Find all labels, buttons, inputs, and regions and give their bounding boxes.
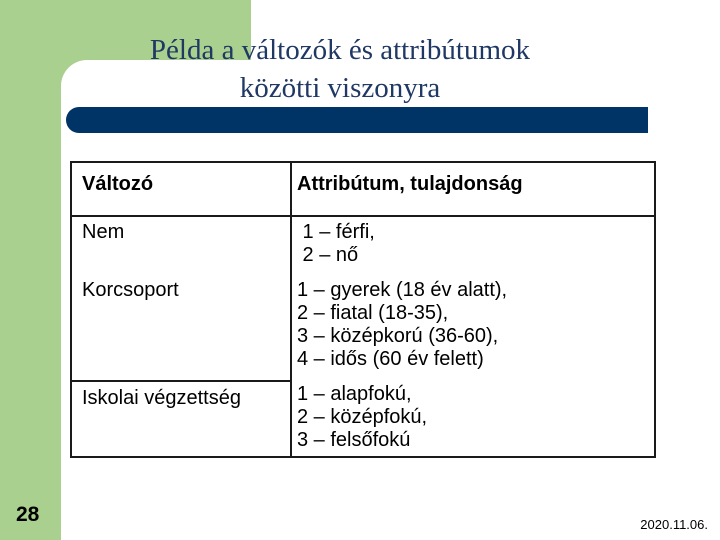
value-line: 2 – nő xyxy=(297,244,359,266)
value-line: 1 – gyerek (18 év alatt), xyxy=(297,279,508,301)
row-variable-korcsoport: Korcsoport xyxy=(82,279,179,301)
title-line-1: Példa a változók és attribútumok xyxy=(149,34,531,66)
value-line: 3 – felsőfokú xyxy=(297,429,411,451)
slide-title xyxy=(100,31,580,107)
slide-date: 2020.11.06. xyxy=(640,517,708,532)
value-line: 4 – idős (60 év felett) xyxy=(297,348,484,370)
row-values-nem xyxy=(297,221,375,267)
title-line-2: közötti viszonyra xyxy=(239,72,441,104)
variables-table xyxy=(70,161,656,458)
value-line: 3 – középkorú (36-60), xyxy=(297,325,499,347)
row-values-korcsoport xyxy=(297,279,507,371)
value-line: 2 – fiatal (18-35), xyxy=(297,302,449,324)
value-line: 1 – alapfokú, xyxy=(297,383,412,405)
header-attribute: Attribútum, tulajdonság xyxy=(297,173,523,195)
header-divider xyxy=(72,215,654,217)
header-variable: Változó xyxy=(82,173,154,195)
value-line: 2 – középfokú, xyxy=(297,406,428,428)
column-divider xyxy=(290,163,292,456)
row-variable-iskolai: Iskolai végzettség xyxy=(82,387,241,409)
left-green-band xyxy=(0,0,61,540)
row-values-iskolai xyxy=(297,383,427,452)
title-underline-bar xyxy=(66,107,648,133)
value-line: 1 – férfi, xyxy=(297,221,375,243)
row-divider xyxy=(72,380,292,382)
page-number: 28 xyxy=(16,503,40,526)
row-variable-nem: Nem xyxy=(82,221,125,243)
